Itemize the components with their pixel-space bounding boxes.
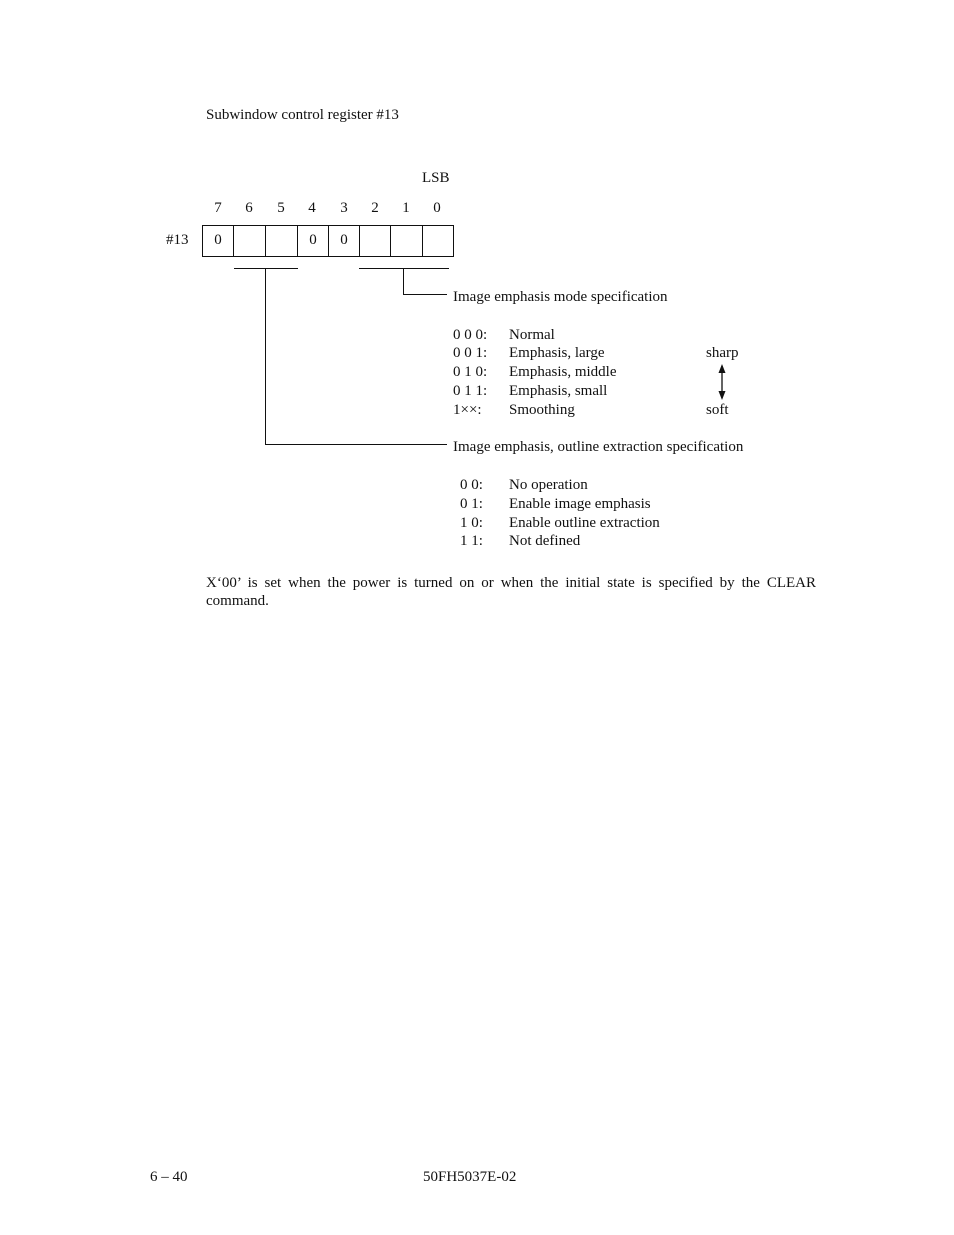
mode-code: 1××: xyxy=(453,402,482,418)
bit-number: 5 xyxy=(277,200,285,216)
bit-cell-2 xyxy=(360,226,391,256)
outline-desc: No operation xyxy=(509,477,588,493)
leader-line-horizontal xyxy=(265,444,447,445)
leader-line-vertical xyxy=(403,268,404,295)
bit-cell-3: 0 xyxy=(329,226,360,256)
outline-desc: Enable outline extraction xyxy=(509,515,660,531)
page-number: 6 – 40 xyxy=(150,1169,188,1185)
mode-code: 0 1 0: xyxy=(453,364,488,380)
bit-cell-1 xyxy=(391,226,423,256)
bit-cell-0 xyxy=(423,226,453,256)
bit-cell-7: 0 xyxy=(203,226,234,256)
scale-top-label: sharp xyxy=(706,345,739,361)
leader-line-horizontal xyxy=(403,294,447,295)
bit-cell-5 xyxy=(266,226,298,256)
mode-code: 0 0 1: xyxy=(453,345,488,361)
mode-desc: Normal xyxy=(509,327,555,343)
lsb-label: LSB xyxy=(422,170,450,186)
outline-code: 1 0: xyxy=(460,515,483,531)
mode-desc: Emphasis, large xyxy=(509,345,605,361)
bit-number: 3 xyxy=(340,200,348,216)
mode-spec-title: Image emphasis mode specification xyxy=(453,289,668,305)
bit-cell-4: 0 xyxy=(298,226,329,256)
mode-code: 0 1 1: xyxy=(453,383,488,399)
outline-desc: Not defined xyxy=(509,533,581,549)
bit-number: 2 xyxy=(371,200,379,216)
scale-bottom-label: soft xyxy=(706,402,729,418)
bit-number: 1 xyxy=(402,200,410,216)
register-box xyxy=(202,225,454,257)
bit-cell-6 xyxy=(234,226,266,256)
bit-number: 0 xyxy=(433,200,441,216)
outline-spec-title: Image emphasis, outline extraction specification xyxy=(453,439,744,455)
initial-state-note: X‘00’ is set when the power is turned on or when the initial state is specified by the CLEAR command. xyxy=(206,575,816,609)
bit-number: 7 xyxy=(214,200,222,216)
bit-number: 4 xyxy=(308,200,316,216)
mode-desc: Emphasis, small xyxy=(509,383,608,399)
document-id: 50FH5037E-02 xyxy=(423,1169,517,1185)
mode-code: 0 0 0: xyxy=(453,327,488,343)
mode-desc: Smoothing xyxy=(509,402,575,418)
leader-line-vertical xyxy=(265,268,266,445)
outline-code: 0 1: xyxy=(460,496,483,512)
bit-number: 6 xyxy=(245,200,253,216)
double-arrow-icon xyxy=(715,363,729,401)
section-heading: Subwindow control register #13 xyxy=(206,107,399,123)
mode-desc: Emphasis, middle xyxy=(509,364,617,380)
outline-code: 1 1: xyxy=(460,533,483,549)
register-label: #13 xyxy=(166,232,189,248)
outline-code: 0 0: xyxy=(460,477,483,493)
outline-desc: Enable image emphasis xyxy=(509,496,651,512)
